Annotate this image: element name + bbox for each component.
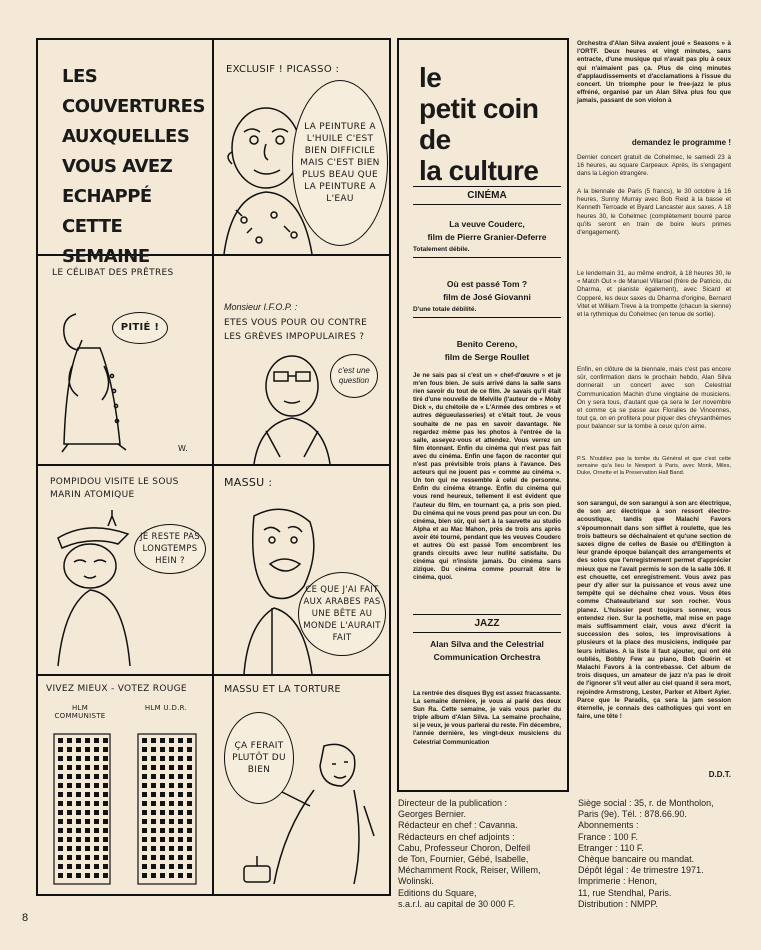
programme-ps: P.S. N'oubliez pas la tombe du Général et que c'est cette semaine qu'a lieu le Newport à Paris, avec Monk, Miles, Duke, Ornette et la Preservation Hall Band. — [577, 456, 731, 477]
hlm-window — [160, 810, 165, 815]
hlm-window — [85, 783, 90, 788]
hlm-window — [103, 747, 108, 752]
hlm-window — [58, 801, 63, 806]
hlm-window — [76, 792, 81, 797]
film-benito-cereno: Benito Cereno, film de Serge Roullet — [444, 339, 530, 362]
culture-masthead: le petit coin de la culture — [419, 62, 539, 186]
hlm-window — [94, 783, 99, 788]
hlm-window — [103, 855, 108, 860]
pompidou-drawing — [38, 466, 214, 676]
hlm-window — [169, 765, 174, 770]
hlm-window — [94, 747, 99, 752]
hlm-window — [142, 828, 147, 833]
hlm-window — [142, 792, 147, 797]
hlm-window — [169, 801, 174, 806]
hlm-udr-label: HLM U.D.R. — [144, 704, 188, 712]
hlm-window — [67, 873, 72, 878]
hlm-window — [103, 774, 108, 779]
jazz-review-continued: Orchestra d'Alan Silva avaient joué « Seasons » à l'ORTF. Deux heures et vingt minutes, sans entracte, d'une musique qui n'avait pas plu à ceux qui n'aimaient pas ça. Plus de cinq minutes d'applaudissements et d'acclamations à l'issue du concert. Un triomphe pour le free-jazz le plus effréné, organisé par un Alan Silva plus fou que jamais, passant de son violon à — [577, 40, 731, 105]
hlm-window — [58, 774, 63, 779]
hlm-window — [160, 837, 165, 842]
priest-drawing — [38, 256, 214, 466]
hlm-window — [151, 810, 156, 815]
programme-p2: A la biennale de Paris (5 francs), le 30 octobre à 16 heures, Sunny Murray avec Bob Reid à la basse et Kenneth Terroade et Byard Lancaster aux saxes. A 18 heures 30, le Cohelmec (complètement bourré parce qu'ils seront en train de boire leurs primes d'engagement). — [577, 188, 731, 237]
hlm-window — [85, 837, 90, 842]
hlm-window — [76, 828, 81, 833]
hlm-window — [187, 747, 192, 752]
hlm-window — [94, 765, 99, 770]
hlm-window — [76, 765, 81, 770]
hlm-window — [58, 810, 63, 815]
hlm-window — [160, 765, 165, 770]
priest-speech-bubble: PITIÉ ! — [112, 312, 168, 344]
jazz-review: La rentrée des disques Byg est assez fracassante. La semaine dernière, je vous ai parlé des deux Sun Ra. Cette semaine, je vais vous parler du triple album d'Alan Silva. La semaine prochaine, si je veux, je vous parlerai du reste. Fin décembre, l'année dernière, les vingt-deux musiciens du Celestrial Communication — [413, 690, 561, 746]
hlm-window — [94, 792, 99, 797]
hlm-window — [151, 846, 156, 851]
hlm-window — [58, 738, 63, 743]
hlm-window — [142, 864, 147, 869]
hlm-window — [94, 738, 99, 743]
massu-speech-bubble: CE QUE J'AI FAIT AUX ARABES PAS UNE BÊTE AU MONDE L'AURAIT FAIT — [298, 572, 386, 656]
hlm-window — [187, 819, 192, 824]
hlm-window — [67, 837, 72, 842]
hlm-window — [151, 801, 156, 806]
hlm-window — [58, 765, 63, 770]
covers-title-panel — [38, 40, 214, 267]
hlm-window — [58, 837, 63, 842]
celibat-caption: LE CÉLIBAT DES PRÊTRES — [52, 268, 174, 278]
hlm-window — [85, 810, 90, 815]
hlm-window — [58, 819, 63, 824]
hlm-window — [151, 783, 156, 788]
hlm-window — [85, 846, 90, 851]
hlm-window — [85, 774, 90, 779]
hlm-window — [151, 819, 156, 824]
hlm-window — [178, 756, 183, 761]
hlm-window — [187, 792, 192, 797]
hlm-window — [85, 828, 90, 833]
hlm-window — [151, 864, 156, 869]
hlm-window — [169, 810, 174, 815]
hlm-window — [85, 747, 90, 752]
hlm-window — [142, 873, 147, 878]
hlm-window — [76, 774, 81, 779]
hlm-window — [94, 801, 99, 806]
hlm-window — [94, 819, 99, 824]
hlm-window — [169, 819, 174, 824]
hlm-window — [178, 783, 183, 788]
hlm-window — [67, 792, 72, 797]
hlm-window — [58, 855, 63, 860]
hlm-window — [151, 738, 156, 743]
ifop-question: ETES VOUS POUR OU CONTRE LES GRÈVES IMPOPULAIRES ? — [224, 318, 368, 342]
hlm-window — [178, 810, 183, 815]
cinema-heading: CINÉMA — [413, 186, 561, 205]
hlm-window — [169, 846, 174, 851]
hlm-window — [85, 873, 90, 878]
ifop-answer-bubble: c'est une question — [330, 354, 378, 398]
hlm-window — [187, 873, 192, 878]
hlm-window — [67, 864, 72, 869]
hlm-window — [142, 756, 147, 761]
hlm-window — [94, 855, 99, 860]
hlm-window — [67, 846, 72, 851]
hlm-window — [160, 783, 165, 788]
hlm-window — [178, 747, 183, 752]
torture-speech-bubble: ÇA FERAIT PLUTÔT DU BIEN — [224, 712, 294, 804]
hlm-window — [103, 738, 108, 743]
picasso-speech-bubble: LA PEINTURE A L'HUILE C'EST BIEN DIFFICILE MAIS C'EST BIEN PLUS BEAU QUE LA PEINTURE A L'EAU — [292, 80, 388, 246]
cartoonist-signature: W. — [178, 444, 189, 453]
hlm-window — [76, 855, 81, 860]
hlm-window — [160, 774, 165, 779]
hlm-window — [85, 819, 90, 824]
hlm-window — [169, 756, 174, 761]
hlm-window — [178, 837, 183, 842]
hlm-window — [67, 747, 72, 752]
hlm-window — [76, 783, 81, 788]
hlm-window — [67, 738, 72, 743]
hlm-window — [67, 756, 72, 761]
hlm-window — [178, 765, 183, 770]
hlm-window — [187, 864, 192, 869]
hlm-window — [67, 819, 72, 824]
hlm-window — [142, 747, 147, 752]
hlm-window — [103, 828, 108, 833]
hlm-window — [76, 747, 81, 752]
hlm-window — [160, 792, 165, 797]
hlm-window — [103, 801, 108, 806]
hlm-window — [160, 873, 165, 878]
hlm-communiste-label: HLM COMMUNISTE — [54, 704, 106, 720]
hlm-window — [187, 738, 192, 743]
hlm-window — [187, 846, 192, 851]
hlm-window — [187, 810, 192, 815]
hlm-window — [151, 873, 156, 878]
hlm-window — [160, 828, 165, 833]
hlm-window — [178, 774, 183, 779]
hlm-window — [85, 738, 90, 743]
hlm-window — [103, 783, 108, 788]
programme-heading: demandez le programme ! — [631, 138, 731, 147]
hlm-window — [76, 864, 81, 869]
ifop-caption: Monsieur I.F.O.P. : — [224, 302, 298, 312]
hlm-window — [85, 855, 90, 860]
hlm-window — [94, 774, 99, 779]
hlm-window — [151, 756, 156, 761]
torture-panel — [214, 676, 389, 894]
hlm-window — [94, 846, 99, 851]
hlm-window — [103, 765, 108, 770]
hlm-window — [103, 873, 108, 878]
hlm-window — [151, 792, 156, 797]
torture-caption: MASSU ET LA TORTURE — [224, 684, 341, 695]
hlm-window — [103, 819, 108, 824]
hlm-window — [85, 756, 90, 761]
pompidou-speech-bubble: JE RESTE PAS LONGTEMPS HEIN ? — [134, 524, 206, 574]
hlm-window — [169, 828, 174, 833]
hlm-window — [103, 837, 108, 842]
hlm-buildings-drawing — [38, 676, 214, 896]
hlm-window — [142, 846, 147, 851]
hlm-window — [178, 819, 183, 824]
hlm-window — [76, 810, 81, 815]
hlm-window — [169, 837, 174, 842]
hlm-window — [58, 828, 63, 833]
author-signature: D.D.T. — [708, 770, 731, 779]
hlm-window — [187, 801, 192, 806]
hlm-window — [76, 756, 81, 761]
pompidou-panel — [38, 466, 214, 676]
hlm-window — [178, 828, 183, 833]
hlm-window — [103, 864, 108, 869]
hlm-window — [76, 801, 81, 806]
hlm-window — [67, 828, 72, 833]
benito-cereno-review: Je ne sais pas si c'est un « chef-d'œuvre » et je m'en fous bien. Je suis arrivé dans la salle sans rien savoir du tout de ce film. Je savais qu'il était tiré d'une nouvelle de Melville (l'auteur de « Moby Dick », du chétoile de « L'Armée des ombres » et autres dégueulasseries) et c'était tout. Je vous souhaite de ne pas en savoir davantage. Ne regardez même pas les photos à l'entrée de la salle, asseyez-vous et attendez. Vous verrez un film étonnant. Enfin du cinéma qui n'est pas fait avec du cinéma. Enfin une façon de raconter qui n'est pas prévisible trois plans à l'avance. Des acteurs qui ne jouent pas « comme au cinéma ». Un ton qui ne ressemble à celui de personne. Enfin du cinéma étrange. Enfin du cinéma qui vous rend heureux, tellement il est évident que l'auteur du film, en tournant ça, a pris son pied. Du cinéma qui ne vous prend pas pour un con. Du cinéma, bien sûr, qui sert à la sauvette au studio Alpha et au Mac Mahon, près de trois ans après avoir été tourné, pendant que les veuves Couderc et autres Où est passé Tom encombrent les grands circuits avec leur nullité satisfaite. Du cinéma qui n'insiste jamais. Du cinéma sans zizique. Du cinéma comme pourrait être le cinéma, quoi. — [413, 372, 561, 582]
hlm-window — [76, 873, 81, 878]
hlm-window — [94, 837, 99, 842]
celibat-panel — [38, 256, 214, 466]
hlm-window — [103, 846, 108, 851]
hlm-window — [142, 801, 147, 806]
covers-title: LES COUVERTURES AUXQUELLES VOUS AVEZ ECHAPPÉ CETTE SEMAINE — [62, 66, 205, 267]
hlm-window — [142, 819, 147, 824]
jazz-album-title: Alan Silva and the Celestrial Communication Orchestra — [430, 639, 544, 662]
hlm-window — [142, 774, 147, 779]
hlm-window — [187, 828, 192, 833]
jazz-heading: JAZZ — [413, 614, 561, 633]
hlm-window — [58, 747, 63, 752]
hlm-window — [85, 765, 90, 770]
hlm-window — [178, 864, 183, 869]
programme-p1: Dernier concert gratuit de Cohelmec, le samedi 23 à 16 heures, au square Carpeaux. Après, ils s'engagent dans la Légion étrangère. — [577, 154, 731, 178]
hlm-window — [160, 855, 165, 860]
hlm-window — [94, 828, 99, 833]
jazz-review-lower: son sarangui, de son sarangui à son arc électrique, de son arc électrique à son ressort électro-acoustique, tandis que Malachi Favors s'époumonnait dans son sifflet à roulette, que les trois batteurs se déchaînaient et qu'une section de saxes digne de celles de Basie ou d'Ellington à leur grande époque balançait des arrangements et des solos que l'enregistrement permet d'apprécier mieux que ne l'avait permis le son de la salle 106. Il est chouette, cet enregistrement. Vous avez pas peur d'y aller sur la puissance et vous avez une tempête qui se déchaîne chez vous. Vous êtes comme Chateaubriand sur son rocher. Vous planez. L'huissier peut toujours sonner, vous entendez rien. Sur la pochette, mal mise en page mais suffisamment clair, vous avez d'écrit la succession des solos, les improvisations à plusieurs et la place des musiciens, indiquée par leurs initiales. A la liste il faut ajouter, qui ont été oubliés, Bobby Few au piano, Bob Guérin et Malachi Favors à la contrebasse. Cet album de trois disques, un amateur de jazz n'a pas le droit de l'ignorer s'il veut aller au ciel quand il sera mort, rejoindre Armstrong, Lester, Parker et Albert Ayler. Parce que le Paradis, ça sera la jam session éternelle, je connais des catholiques qui vont en faire, une tête ! — [577, 500, 731, 721]
masthead-credits-left: Directeur de la publication : Georges Bernier. Rédacteur en chef : Cavanna. Rédacteurs en chef adjoints : Cabu, Professeur Choron, Delfeil de Ton, Fournier, Gébé, Isabelle, Méchamment Rock, Reiser, Willem, Wolinski. Editions du Square, s.a.r.l. au capital de 30 000 F. — [398, 798, 541, 909]
hlm-window — [178, 855, 183, 860]
hlm-window — [142, 837, 147, 842]
hlm-window — [58, 756, 63, 761]
hlm-window — [160, 846, 165, 851]
hlm-window — [151, 747, 156, 752]
hlm-window — [178, 738, 183, 743]
hlm-window — [58, 864, 63, 869]
vivez-mieux-panel — [38, 676, 214, 894]
hlm-window — [169, 774, 174, 779]
hlm-window — [94, 864, 99, 869]
hlm-window — [67, 801, 72, 806]
hlm-window — [76, 846, 81, 851]
hlm-window — [187, 837, 192, 842]
hlm-window — [94, 873, 99, 878]
hlm-window — [160, 801, 165, 806]
hlm-window — [178, 801, 183, 806]
culture-box — [397, 38, 569, 792]
hlm-window — [58, 783, 63, 788]
hlm-window — [142, 765, 147, 770]
hlm-window — [151, 765, 156, 770]
hlm-window — [151, 837, 156, 842]
hlm-window — [160, 738, 165, 743]
ifop-panel — [214, 256, 389, 466]
hlm-window — [160, 864, 165, 869]
hlm-window — [142, 783, 147, 788]
massu-caption: MASSU : — [224, 476, 273, 489]
hlm-window — [169, 783, 174, 788]
hlm-window — [169, 873, 174, 878]
hlm-window — [103, 810, 108, 815]
hlm-window — [85, 864, 90, 869]
programme-p4: Enfin, en clôture de la biennale, mais c'est pas encore sûr, confirmation dans le prochain hebdo, Alan Silva donnerait un concert avec son Celestrial Communication Machin d'une vingtaine de musiciens. On y sera tous, d'autant que ça sera le 1er novembre et comme ça se passe aux Floralies de Vincennes, tout ça, on en profitera pour piquer des chrysanthèmes pour balancer sur la tombe à ceux qu'on aime. — [577, 366, 731, 431]
vivez-mieux-caption: VIVEZ MIEUX - VOTEZ ROUGE — [46, 684, 187, 694]
hlm-window — [58, 792, 63, 797]
hlm-window — [169, 792, 174, 797]
hlm-window — [58, 846, 63, 851]
massu-panel — [214, 466, 389, 676]
hlm-window — [103, 792, 108, 797]
hlm-window — [151, 855, 156, 860]
hlm-window — [151, 774, 156, 779]
hlm-window — [169, 855, 174, 860]
hlm-window — [67, 765, 72, 770]
hlm-window — [178, 873, 183, 878]
hlm-window — [187, 855, 192, 860]
hlm-window — [187, 765, 192, 770]
hlm-window — [187, 774, 192, 779]
film-ou-est-passe-tom: Où est passé Tom ? film de José Giovanni D'une totale débilité. — [413, 278, 561, 318]
hlm-window — [94, 756, 99, 761]
hlm-window — [187, 756, 192, 761]
hlm-window — [76, 738, 81, 743]
hlm-window — [178, 792, 183, 797]
hlm-window — [151, 828, 156, 833]
hlm-window — [58, 873, 63, 878]
page-number: 8 — [22, 912, 29, 924]
masthead-credits-right: Siège social : 35, r. de Montholon, Paris (9e). Tél. : 878.66.90. Abonnements : France : 100 F. Etranger : 110 F. Chèque bancaire ou mandat. Dépôt légal : 4e trimestre 1971. Imprimerie : Henon, 11, rue Stendhal, Paris. Distribution : NMPP. — [578, 798, 714, 909]
hlm-window — [187, 783, 192, 788]
hlm-window — [67, 855, 72, 860]
hlm-window — [169, 738, 174, 743]
picasso-panel — [214, 40, 389, 256]
hlm-window — [67, 810, 72, 815]
hlm-window — [76, 819, 81, 824]
hlm-window — [169, 747, 174, 752]
hlm-window — [178, 846, 183, 851]
hlm-window — [76, 837, 81, 842]
hlm-window — [160, 756, 165, 761]
hlm-window — [142, 810, 147, 815]
hlm-window — [160, 747, 165, 752]
hlm-window — [160, 819, 165, 824]
picasso-caption: EXCLUSIF ! PICASSO : — [226, 64, 340, 75]
hlm-window — [103, 756, 108, 761]
hlm-window — [142, 738, 147, 743]
pompidou-caption: POMPIDOU VISITE LE SOUS MARIN ATOMIQUE — [50, 477, 179, 500]
cartoon-grid — [36, 38, 391, 896]
hlm-window — [85, 792, 90, 797]
film-veuve-couderc: La veuve Couderc, film de Pierre Granier-Deferre Totalement débile. — [413, 218, 561, 258]
hlm-window — [67, 783, 72, 788]
hlm-window — [94, 810, 99, 815]
hlm-window — [142, 855, 147, 860]
hlm-window — [169, 864, 174, 869]
programme-p3: Le lendemain 31, au même endroit, à 18 heures 30, le « Match Out » de Manuel Villaroel (frère de Patricio, du Dharma, et pianiste également), avec Sicard et Copperé, les deux saxes du Dharma d'origine, Bernard Vitet et William Treve à la trompette (chacun la sienne) et la rythmique du Cohelmec (en tenue de sortie). — [577, 270, 731, 319]
hlm-window — [67, 774, 72, 779]
hlm-window — [85, 801, 90, 806]
